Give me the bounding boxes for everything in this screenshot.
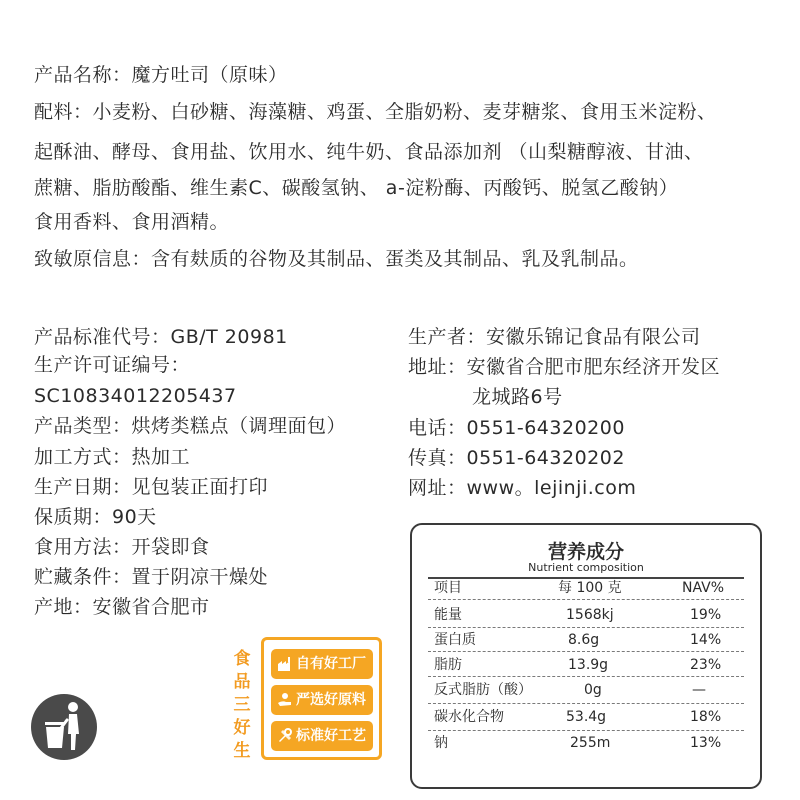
badge-item-label: 自有好工厂 — [296, 656, 366, 672]
table-row-value: 255m — [570, 735, 611, 751]
table-row-value: 0g — [584, 682, 602, 698]
nutrition-subtitle: Nutrient composition — [528, 561, 644, 574]
table-row-label: 脂肪 — [434, 657, 462, 673]
badge-char: 三 — [233, 695, 251, 715]
table-row-nrv: 14% — [690, 632, 722, 648]
table-divider — [428, 599, 744, 600]
badge-char: 好 — [233, 718, 251, 738]
table-divider — [428, 703, 744, 704]
ingredients-line-2: 起酥油、酵母、食用盐、饮用水、纯牛奶、食品添加剂 （山梨糖醇液、甘油、 — [34, 141, 704, 163]
table-row-label: 反式脂肪（酸） — [434, 682, 532, 698]
table-row-label: 碳水化合物 — [434, 709, 504, 725]
badge-item-process — [271, 721, 373, 751]
product-type: 产品类型：烘烤类糕点（调理面包） — [34, 415, 347, 437]
header-nrv: NAV% — [682, 580, 725, 596]
badge-char: 品 — [233, 672, 251, 692]
table-row-nrv: — — [692, 682, 706, 698]
trash-bin-person-icon — [31, 694, 97, 760]
website: 网址：www。lejinji.com — [408, 477, 637, 499]
table-row-label: 能量 — [434, 607, 462, 623]
table-row-nrv: 13% — [690, 735, 722, 751]
place-of-origin: 产地：安徽省合肥市 — [34, 596, 210, 618]
phone: 电话：0551-64320200 — [408, 417, 625, 439]
table-divider — [428, 651, 744, 652]
table-row-value: 13.9g — [568, 657, 609, 673]
hand-icon — [277, 692, 293, 708]
address-line-1: 地址：安徽省合肥市肥东经济开发区 — [408, 356, 721, 378]
badge-item-label: 严选好原料 — [296, 692, 366, 708]
allergen-info: 致敏原信息：含有麸质的谷物及其制品、蛋类及其制品、乳及乳制品。 — [34, 248, 639, 270]
three-good-badge — [261, 637, 382, 760]
badge-vertical-text — [230, 648, 254, 763]
table-divider — [428, 676, 744, 677]
header-per-100g: 每 100 克 — [558, 580, 622, 596]
table-divider — [428, 730, 744, 731]
badge-char: 食 — [233, 649, 251, 669]
badge-item-label: 标准好工艺 — [296, 728, 366, 744]
address-line-2: 龙城路6号 — [472, 386, 563, 408]
product-standard: 产品标准代号：GB/T 20981 — [34, 326, 288, 348]
table-row-nrv: 18% — [690, 709, 722, 725]
table-row-value: 53.4g — [566, 709, 607, 725]
usage-method: 食用方法：开袋即食 — [34, 536, 210, 558]
shelf-life: 保质期：90天 — [34, 506, 157, 528]
production-date: 生产日期：见包装正面打印 — [34, 476, 269, 498]
factory-icon — [277, 656, 293, 672]
tools-icon — [277, 728, 293, 744]
fax: 传真：0551-64320202 — [408, 447, 625, 469]
table-row-nrv: 19% — [690, 607, 722, 623]
license-label: 生产许可证编号： — [34, 354, 191, 376]
product-name: 产品名称：魔方吐司（原味） — [34, 64, 288, 86]
producer: 生产者：安徽乐锦记食品有限公司 — [408, 326, 701, 348]
license-number: SC10834012205437 — [34, 385, 237, 407]
ingredients-line-4: 食用香料、食用酒精。 — [34, 211, 230, 233]
table-row-value: 8.6g — [568, 632, 600, 648]
badge-item-factory — [271, 649, 373, 679]
table-row-nrv: 23% — [690, 657, 722, 673]
process-method: 加工方式：热加工 — [34, 446, 191, 468]
nutrition-table — [410, 523, 762, 789]
table-row-label: 钠 — [434, 735, 448, 751]
table-divider — [428, 627, 744, 628]
header-item: 项目 — [434, 580, 462, 596]
table-row-label: 蛋白质 — [434, 632, 476, 648]
badge-char: 生 — [233, 741, 251, 761]
ingredients-line-3: 蔗糖、脂肪酸酯、维生素C、碳酸氢钠、 a-淀粉酶、丙酸钙、脱氢乙酸钠） — [34, 177, 679, 199]
nutrition-title: 营养成分 — [547, 541, 624, 563]
table-row-value: 1568kj — [566, 607, 614, 623]
ingredients-line-1: 配料：小麦粉、白砂糖、海藻糖、鸡蛋、全脂奶粉、麦芽糖浆、食用玉米淀粉、 — [34, 101, 717, 123]
storage-conditions: 贮藏条件：置于阴凉干燥处 — [34, 566, 269, 588]
badge-item-ingredients — [271, 685, 373, 715]
